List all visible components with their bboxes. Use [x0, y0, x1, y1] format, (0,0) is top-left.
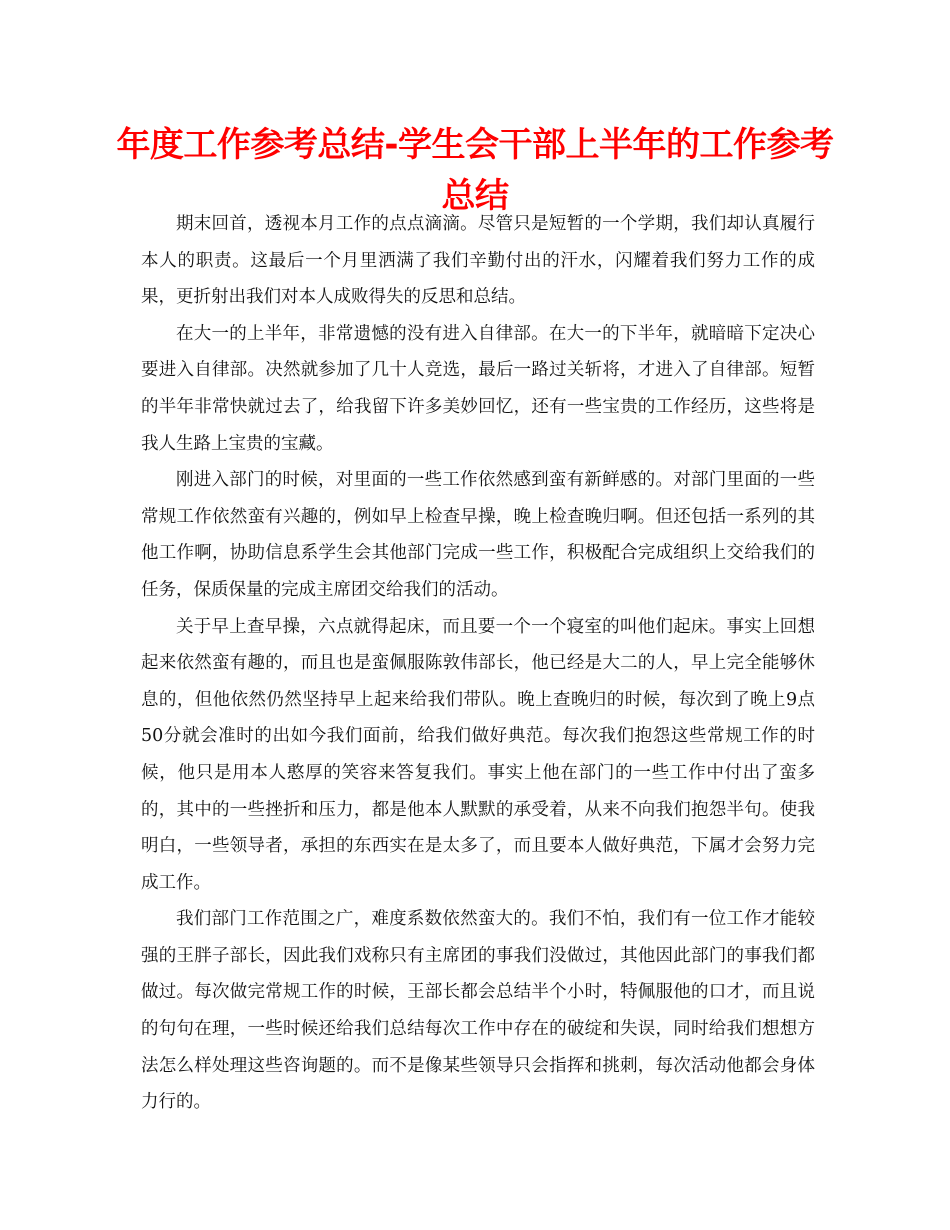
document-body [141, 206, 815, 1121]
paragraph-5: 我们部门工作范围之广，难度系数依然蛮大的。我们不怕，我们有一位工作才能较强的王胖子部长，因此我们戏称只有主席团的事我们没做过，其他因此部门的事我们都做过。每次做完常规工作的时候，王部长都会总结半个小时，特佩服他的口才，而且说的句句在理，一些时候还给我们总结每次工作中存在的破绽和失误，同时给我们想想方法怎么样处理这些咨询题的。而不是像某些领导只会指挥和挑刺，每次活动他都会身体力行的。 [141, 909, 815, 1113]
document-title: 年度工作参考总结-学生会干部上半年的工作参考总结 [116, 125, 834, 216]
paragraph-1: 期末回首，透视本月工作的点点滴滴。尽管只是短暂的一个学期，我们却认真履行本人的职责。这最后一个月里洒满了我们辛勤付出的汗水，闪耀着我们努力工作的成果，更折射出我们对本人成败得失的反思和总结。 [141, 214, 815, 308]
paragraph-3: 刚进入部门的时候，对里面的一些工作依然感到蛮有新鲜感的。对部门里面的一些常规工作依然蛮有兴趣的，例如早上检查早操，晚上检查晚归啊。但还包括一系列的其他工作啊，协助信息系学生会其他部门完成一些工作，积极配合完成组织上交给我们的任务，保质保量的完成主席团交给我们的活动。 [141, 470, 815, 600]
paragraph-4: 关于早上查早操，六点就得起床，而且要一个一个寝室的叫他们起床。事实上回想起来依然蛮有趣的，而且也是蛮佩服陈敦伟部长，他已经是大二的人，早上完全能够休息的，但他依然仍然坚持早上起来给我们带队。晚上查晚归的时候，每次到了晚上9点50分就会准时的出如今我们面前，给我们做好典范。每次我们抱怨这些常规工作的时候，他只是用本人憨厚的笑容来答复我们。事实上他在部门的一些工作中付出了蛮多的，其中的一些挫折和压力，都是他本人默默的承受着，从来不向我们抱怨半句。使我明白，一些领导者，承担的东西实在是太多了，而且要本人做好典范，下属才会努力完成工作。 [141, 616, 815, 893]
paragraph-2: 在大一的上半年，非常遗憾的没有进入自律部。在大一的下半年，就暗暗下定决心要进入自律部。决然就参加了几十人竞选，最后一路过关斩将，才进入了自律部。短暂的半年非常快就过去了，给我留下许多美妙回忆，还有一些宝贵的工作经历，这些将是我人生路上宝贵的宝藏。 [141, 323, 815, 454]
